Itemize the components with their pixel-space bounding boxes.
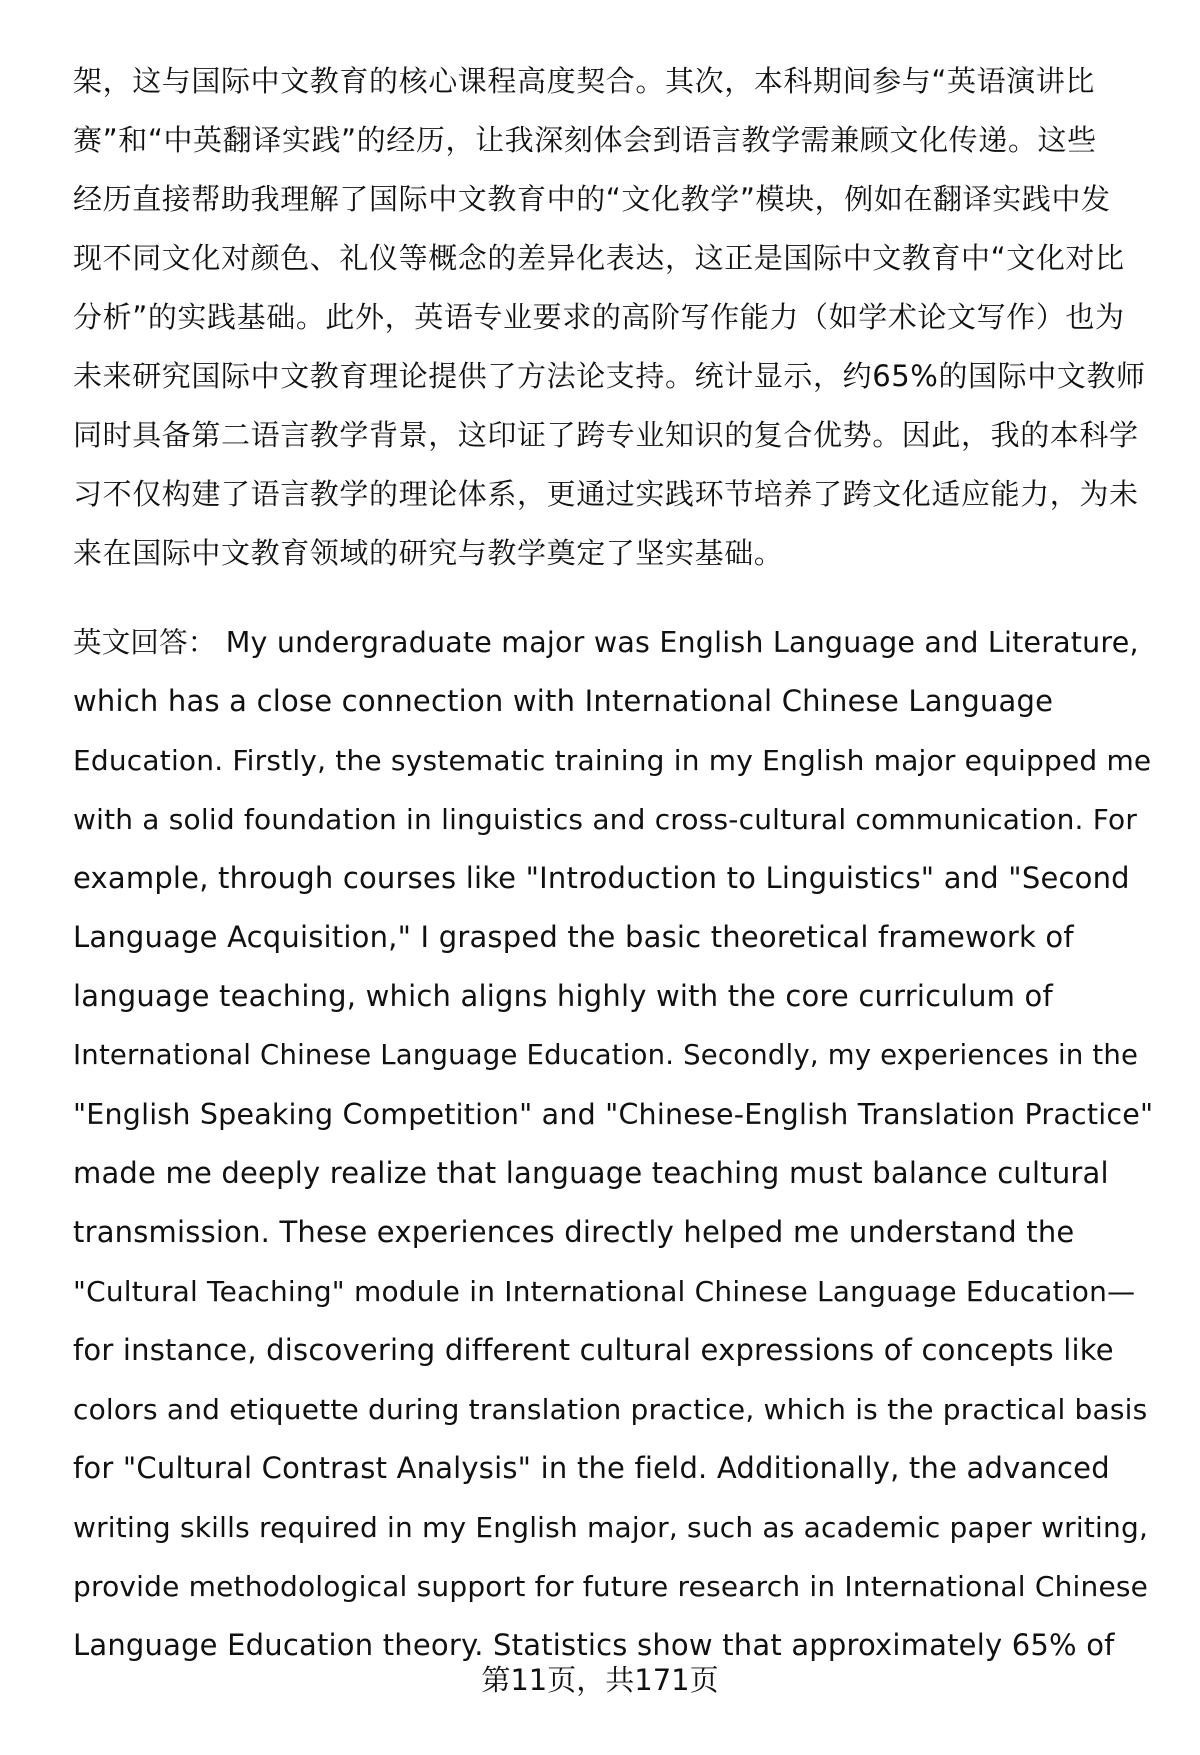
english-paragraph-line: for "Cultural Contrast Analysis" in the field. Additionally, the advanced [73,1451,1110,1485]
english-paragraph-line: International Chinese Language Education. Secondly, my experiences in the [73,1039,1139,1071]
english-paragraph-line: Language Education theory. Statistics show that approximately 65% of [73,1628,1115,1662]
english-paragraph-line: language teaching, which aligns highly with the core curriculum of [73,979,1053,1013]
chinese-paragraph-line: 经历直接帮助我理解了国际中文教育中的“文化教学”模块，例如在翻译实践中发 [73,182,1111,216]
chinese-paragraph-line: 分析”的实践基础。此外，英语专业要求的高阶写作能力（如学术论文写作）也为 [73,300,1125,334]
english-paragraph-line: transmission. These experiences directly helped me understand the [73,1215,1075,1249]
english-paragraph-line: made me deeply realize that language teaching must balance cultural [73,1156,1109,1190]
english-paragraph-line: Language Acquisition," I grasped the basic theoretical framework of [73,920,1074,954]
chinese-paragraph-line: 架，这与国际中文教育的核心课程高度契合。其次，本科期间参与“英语演讲比 [73,64,1096,98]
page-indicator: 第11页，共171页 [481,1663,719,1697]
paragraph-gap [73,583,1153,613]
english-paragraph-line: example, through courses like "Introduction to Linguistics" and "Second [73,861,1130,895]
english-paragraph-line: which has a close connection with International Chinese Language [73,684,1054,718]
english-paragraph-line: "English Speaking Competition" and "Chinese-English Translation Practice" [73,1098,1154,1131]
chinese-paragraph-line: 未来研究国际中文教育理论提供了方法论支持。统计显示，约65%的国际中文教师 [73,359,1146,393]
english-paragraph-line: 英文回答： My undergraduate major was English Language and Literature, [73,626,1139,659]
text-body [73,52,1153,1675]
english-paragraph-line: with a solid foundation in linguistics and cross-cultural communication. For [73,803,1138,836]
english-paragraph-line: "Cultural Teaching" module in International Chinese Language Education— [73,1275,1136,1308]
english-paragraph-line: for instance, discovering different cultural expressions of concepts like [73,1333,1114,1367]
english-paragraph-line: provide methodological support for future research in International Chinese [73,1570,1149,1603]
english-paragraph-line: Education. Firstly, the systematic training in my English major equipped me [73,744,1152,777]
chinese-paragraph-line: 习不仅构建了语言教学的理论体系，更通过实践环节培养了跨文化适应能力，为未 [73,477,1139,511]
english-paragraph-line: writing skills required in my English major, such as academic paper writing, [73,1511,1149,1544]
chinese-paragraph-line: 同时具备第二语言教学背景，这印证了跨专业知识的复合优势。因此，我的本科学 [73,418,1139,452]
english-paragraph-line: colors and etiquette during translation practice, which is the practical basis [73,1393,1148,1426]
chinese-paragraph-line: 现不同文化对颜色、礼仪等概念的差异化表达，这正是国际中文教育中“文化对比 [73,241,1125,275]
chinese-paragraph-line: 来在国际中文教育领域的研究与教学奠定了坚实基础。 [73,536,784,570]
chinese-paragraph-line: 赛”和“中英翻译实践”的经历，让我深刻体会到语言教学需兼顾文化传递。这些 [73,123,1097,157]
